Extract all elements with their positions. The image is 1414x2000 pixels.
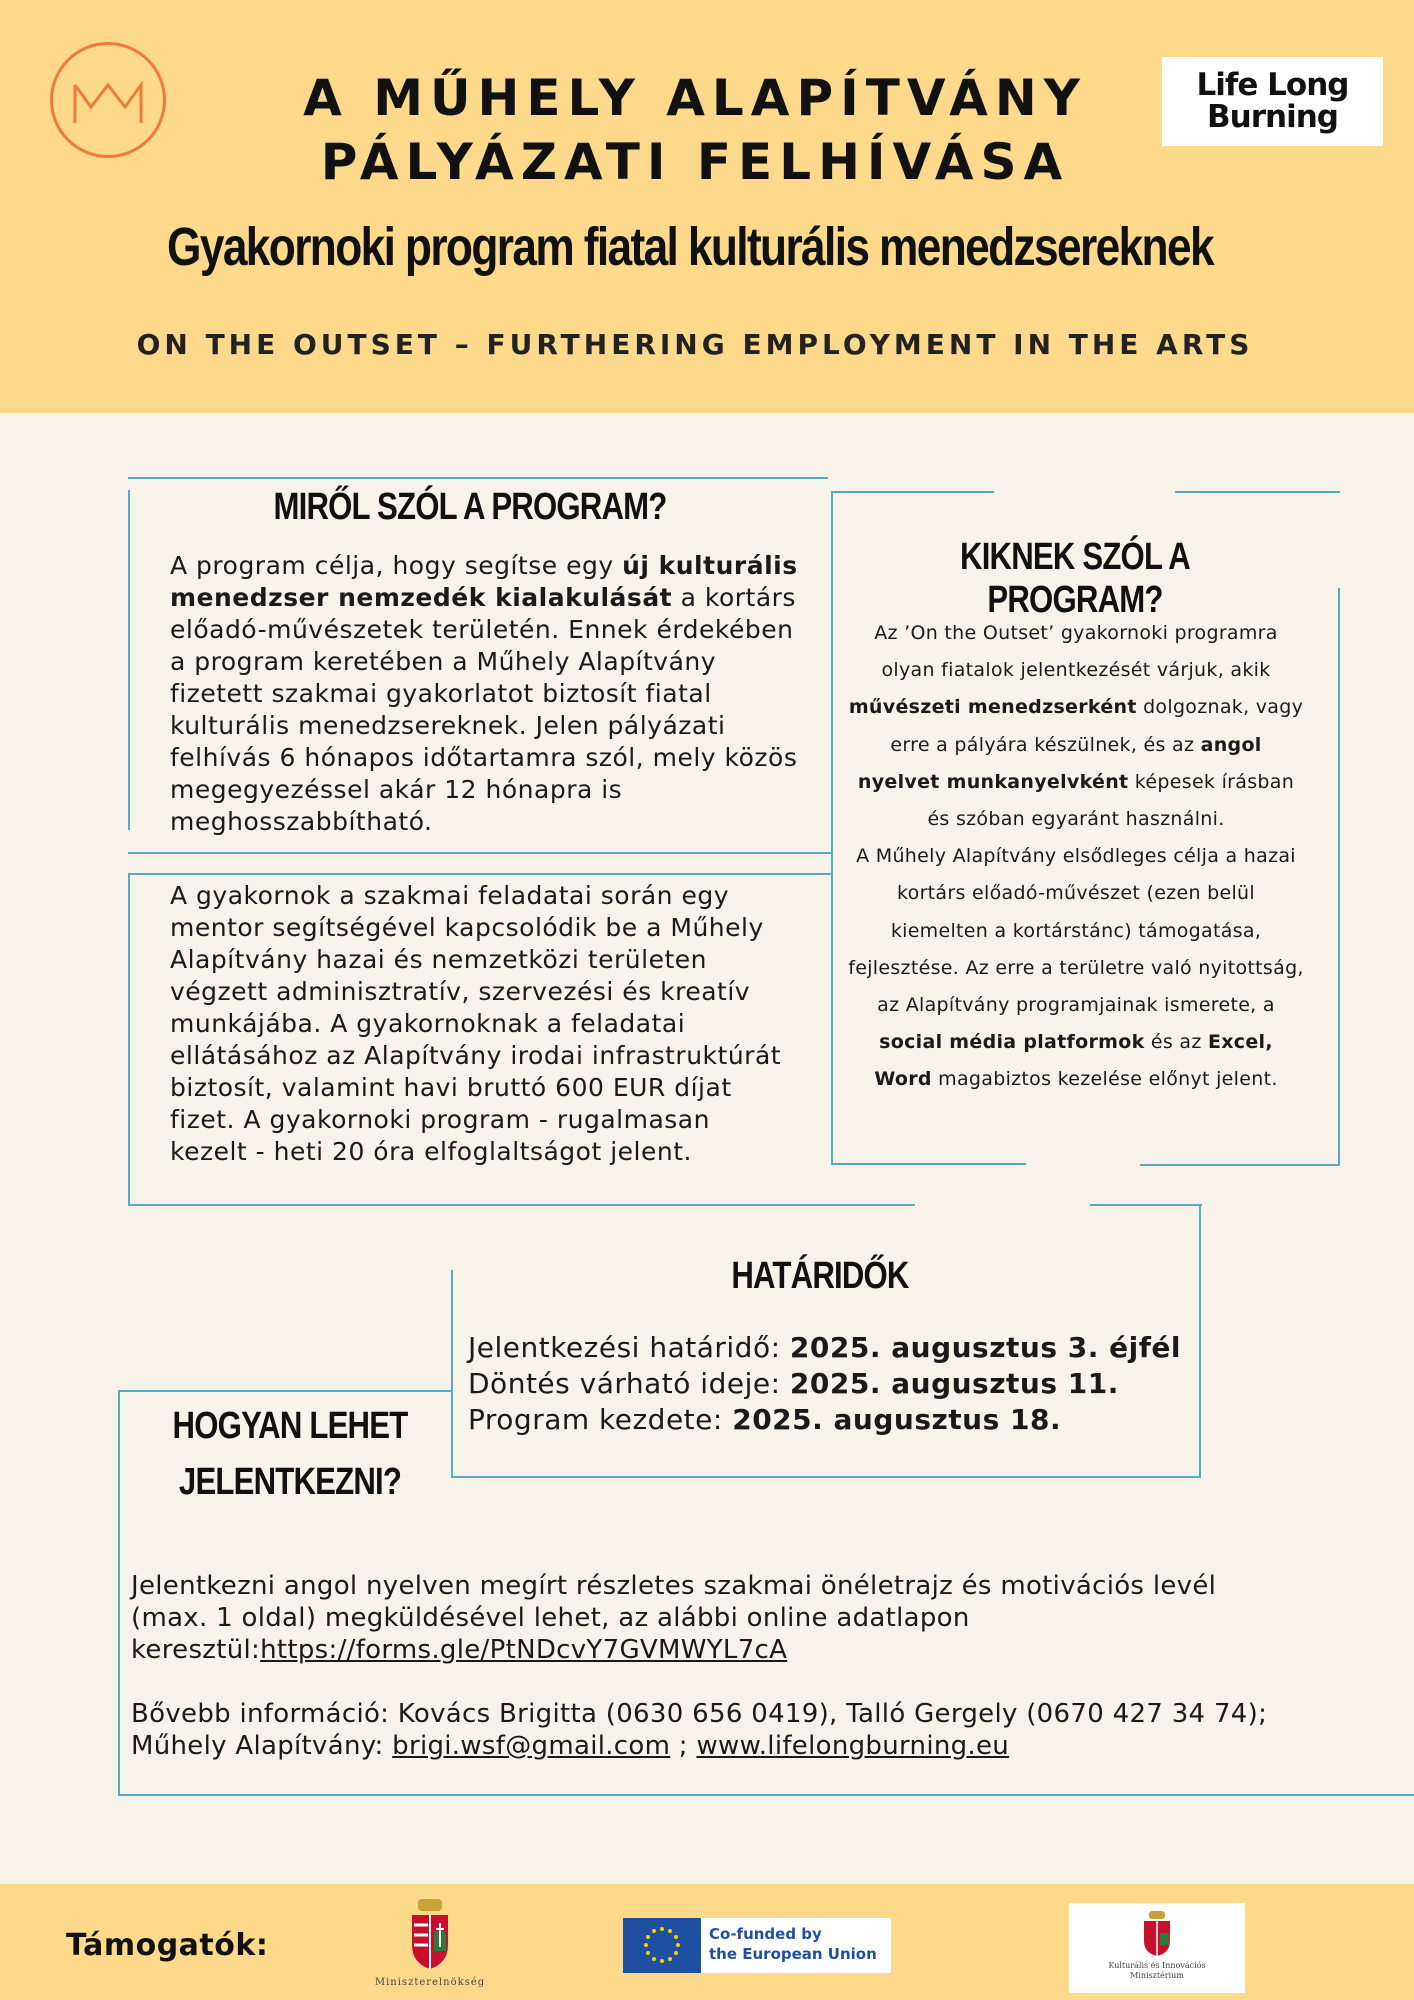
who-heading: KIKNEK SZÓL A PROGRAM? (960, 536, 1190, 621)
logo-text-line-2: Burning (1207, 99, 1338, 135)
muhely-logo (50, 42, 166, 158)
about-heading: MIRŐL SZÓL A PROGRAM? (273, 486, 667, 528)
box-line (831, 1163, 1026, 1165)
life-long-burning-logo (1162, 57, 1383, 146)
email-link[interactable]: brigi.wsf@gmail.com (392, 1731, 671, 1761)
deadline-row: Jelentkezési határidő: 2025. augusztus 3. éjfél (468, 1331, 1181, 1364)
application-form-link[interactable]: https://forms.gle/PtNDcvY7GVMWYL7cA (260, 1635, 788, 1665)
eu-flag-icon (623, 1918, 701, 1973)
box-line (1175, 491, 1340, 493)
sponsor-miniszterelnokseg: Miniszterelnökség (360, 1897, 500, 1992)
deadlines-heading: HATÁRIDŐK (731, 1255, 909, 1297)
box-line (451, 1476, 1201, 1478)
box-line (128, 1204, 915, 1206)
website-link[interactable]: www.lifelongburning.eu (696, 1731, 1010, 1761)
page-subtitle: Gyakornoki program fiatal kulturális menedzsereknek (167, 217, 1213, 277)
sponsor-eu-cofunded: Co-funded by the European Union (623, 1918, 891, 1973)
box-line (118, 1390, 451, 1392)
logo-text-line-1: Life Long (1196, 67, 1349, 103)
box-line (831, 491, 833, 1164)
title-line-2: PÁLYÁZATI FELHÍVÁSA (320, 133, 1070, 191)
sponsors-label: Támogatók: (66, 1928, 269, 1963)
box-line (128, 873, 831, 875)
box-line (831, 491, 994, 493)
box-line (451, 1270, 453, 1478)
box-line (128, 490, 130, 830)
who-paragraph: Az ’On the Outset’ gyakornoki programra olyan fiatalok jelentkezését várjuk, akik művészeti menedzserként dolgoznak, vagy erre a pályára készülnek, és az angol nyelvet munkanyelvként képesek írásban és szóban egyaránt használni. A Műhely Alapítvány elsődleges célja a hazai kortárs előadó-művészet (ezen belül kiemelten a kortárstánc) támogatása, fejlesztése. Az erre a területre való nyitottság, az Alapítvány programjainak ismerete, a social média platformok és az Excel, Word magabiztos kezelése előnyt jelent. (848, 622, 1304, 1091)
tagline: ON THE OUTSET – FURTHERING EMPLOYMENT IN THE ARTS (136, 328, 1254, 361)
muhely-logo-icon (53, 45, 163, 155)
hungarian-coat-of-arms-icon (1142, 1911, 1172, 1957)
about-paragraph: A program célja, hogy segítse egy új kulturális menedzser nemzedék kialakulását a kortárs előadó-művészetek területén. Ennek érdekében a program keretében a Műhely Alapítvány fizetett szakmai gyakorlatot biztosít fiatal kulturális menedzsereknek. Jelen pályázati felhívás 6 hónapos időtartamra szól, mely közös megegyezéssel akár 12 hónapra is meghosszabbítható. (170, 551, 798, 836)
box-line (1090, 1204, 1202, 1206)
hungarian-coat-of-arms-icon (408, 1897, 452, 1971)
page-title (230, 66, 1160, 194)
intern-tasks-paragraph: A gyakornok a szakmai feladatai során egy mentor segítségével kapcsolódik be a Műhely Alapítvány hazai és nemzetközi területen végzett adminisztratív, szervezési és kreatív munkájába. A gyakornoknak a feladatai ellátásához az Alapítvány irodai infrastruktúrát biztosít, valamint havi bruttó 600 EUR díjat fizet. A gyakornoki program - rugalmasan kezelt - heti 20 óra elfoglaltságot jelent. (170, 881, 782, 1166)
box-line (128, 852, 831, 854)
box-line (118, 1390, 120, 1796)
box-line (1338, 588, 1340, 1166)
apply-heading: HOGYAN LEHET JELENTKEZNI? (172, 1405, 408, 1503)
deadline-row: Program kezdete: 2025. augusztus 18. (468, 1403, 1062, 1436)
box-line (128, 477, 828, 479)
apply-paragraph: Jelentkezni angol nyelven megírt részletes szakmai önéletrajz és motivációs levél (max. 1 oldal) megküldésével lehet, az alábbi online adatlapon keresztül:https://forms.gle/PtNDcvY7GVMWYL7cA Bővebb információ: Kovács Brigitta (0630 656 0419), Talló Gergely (0670 427 34 74); Műhely Alapítvány: brigi.wsf@gmail.com ; www.lifelongburning.eu (131, 1571, 1268, 1761)
box-line (1140, 1164, 1340, 1166)
deadline-row: Döntés várható ideje: 2025. augusztus 11. (468, 1367, 1119, 1400)
box-line (118, 1794, 1414, 1796)
deadlines-list (468, 1330, 1208, 1438)
box-line (128, 873, 130, 1205)
sponsor-kim: Kulturális és Innovációs Minisztérium (1069, 1903, 1245, 1993)
title-line-1: A MŰHELY ALAPÍTVÁNY (303, 69, 1087, 127)
